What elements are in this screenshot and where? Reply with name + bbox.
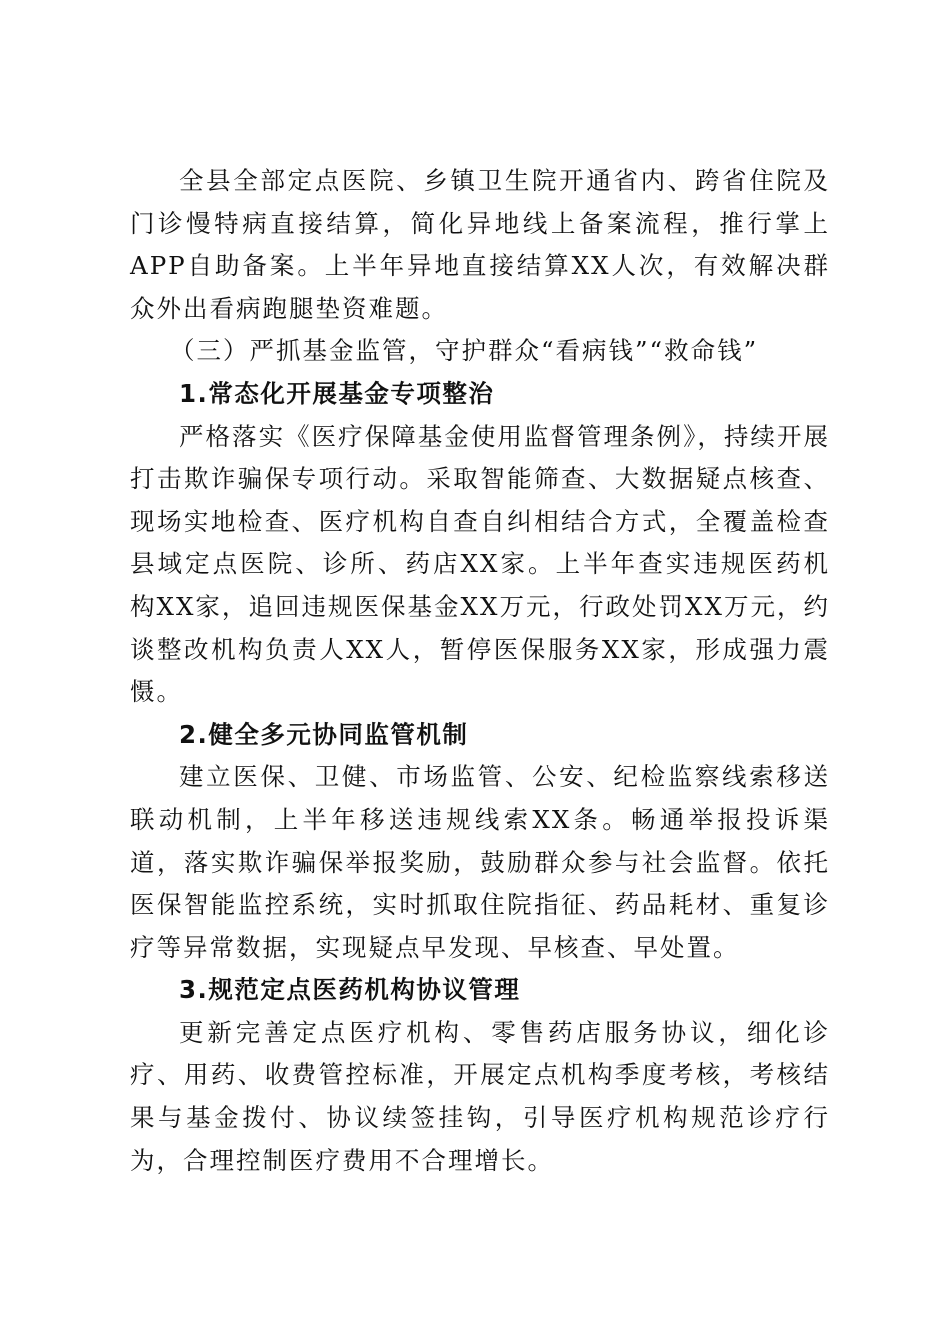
document-page <box>130 160 830 1182</box>
section-heading-3: （三）严抓基金监管，守护群众“看病钱”“救命钱” <box>170 336 759 366</box>
paragraph-2: 建立医保、卫健、市场监管、公安、纪检监察线索移送联动机制，上半年移送违规线索XX条。畅通举报投诉渠道，落实欺诈骗保举报奖励，鼓励群众参与社会监督。依托医保智能监控系统，实时抓取住院指征、药品耗材、重复诊疗等异常数据，实现疑点早发现、早核查、早处置。 <box>130 762 830 962</box>
subheading-1: 1.常态化开展基金专项整治 <box>179 378 495 408</box>
subheading-3: 3.规范定点医药机构协议管理 <box>179 975 521 1005</box>
subheading-2: 2.健全多元协同监管机制 <box>179 719 469 749</box>
paragraph-intro: 全县全部定点医院、乡镇卫生院开通省内、跨省住院及门诊慢特病直接结算，简化异地线上备案流程，推行掌上APP自助备案。上半年异地直接结算XX人次，有效解决群众外出看病跑腿垫资难题。 <box>130 166 830 323</box>
paragraph-3: 更新完善定点医疗机构、零售药店服务协议，细化诊疗、用药、收费管控标准，开展定点机构季度考核，考核结果与基金拨付、协议续签挂钩，引导医疗机构规范诊疗行为，合理控制医疗费用不合理增长。 <box>130 1017 830 1175</box>
paragraph-1: 严格落实《医疗保障基金使用监督管理条例》，持续开展打击欺诈骗保专项行动。采取智能筛查、大数据疑点核查、现场实地检查、医疗机构自查自纠相结合方式，全覆盖检查县域定点医院、诊所、药店XX家。上半年查实违规医药机构XX家，追回违规医保基金XX万元，行政处罚XX万元，约谈整改机构负责人XX人，暂停医保服务XX家，形成强力震慑。 <box>130 421 830 707</box>
